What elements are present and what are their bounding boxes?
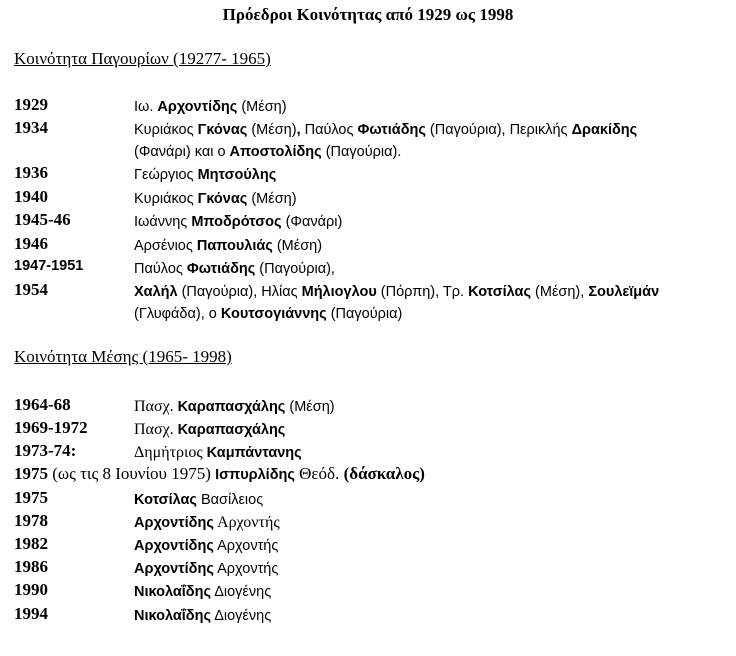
plain-text: (Παγούρια), bbox=[255, 261, 335, 277]
year-label: 1986 bbox=[14, 557, 48, 576]
name-text: Ισπυρλίδης bbox=[215, 467, 295, 483]
year-label: 1973-74: bbox=[14, 441, 77, 460]
page-title: Πρόεδροι Κοινότητας από 1929 ως 1998 bbox=[222, 5, 514, 24]
year-label: 1936 bbox=[14, 163, 48, 182]
name-text: Φωτιάδης bbox=[186, 261, 256, 277]
name-text: Νικολαΐδης bbox=[134, 608, 211, 624]
name-text: (δάσκαλος) bbox=[343, 464, 425, 483]
name-text: , bbox=[296, 122, 301, 138]
entry-text bbox=[134, 489, 263, 511]
name-text: Μποδρότσος bbox=[191, 214, 282, 230]
entry-text bbox=[134, 512, 280, 534]
name-text: Αρχοντίδης bbox=[134, 515, 214, 531]
section-heading-mesi: Κοινότητα Μέσης (1965- 1998) bbox=[14, 347, 232, 366]
name-text: Μήλιογλου bbox=[301, 284, 377, 300]
plain-text: (Παγούρια). bbox=[321, 144, 402, 160]
name-text: Κουτσογιάννης bbox=[220, 306, 327, 322]
plain-text: Κυριάκος bbox=[134, 122, 198, 138]
plain-text: Διογένης bbox=[210, 584, 272, 600]
name-text: Νικολαΐδης bbox=[134, 584, 211, 600]
entry-text bbox=[134, 188, 297, 210]
plain-text: Αρχοντής bbox=[213, 561, 279, 577]
name-text: Σουλεϊμάν bbox=[588, 284, 660, 300]
plain-text: Γεώργιος bbox=[134, 167, 198, 183]
entry-text bbox=[14, 464, 425, 484]
plain-text: Κυριάκος bbox=[134, 191, 198, 207]
entry-text bbox=[134, 281, 659, 303]
plain-text: Πασχ. bbox=[134, 421, 178, 438]
entry-text bbox=[134, 258, 335, 280]
entry-text bbox=[134, 211, 342, 233]
entry-text bbox=[134, 442, 302, 464]
name-text: Φωτιάδης bbox=[357, 122, 426, 138]
name-text: Καμπάντανης bbox=[206, 445, 302, 461]
name-text: Καραπασχάλης bbox=[177, 399, 286, 415]
plain-text: (Μέση) bbox=[247, 122, 297, 138]
plain-text: (Μέση) bbox=[272, 238, 323, 254]
plain-text: Βασίλειος bbox=[196, 492, 264, 508]
year-label: 1978 bbox=[14, 511, 48, 530]
plain-text: Ιωάννης bbox=[134, 214, 192, 230]
year-label: 1975 bbox=[14, 488, 48, 507]
plain-text: (Γλυφάδα), ο bbox=[134, 306, 221, 322]
name-text: Γκόνας bbox=[197, 122, 248, 138]
entry-text bbox=[134, 119, 637, 141]
plain-text: (Πόρπη), Τρ. bbox=[376, 284, 469, 300]
plain-text: (Παγούρια) bbox=[326, 306, 403, 322]
year-label: 1940 bbox=[14, 187, 48, 206]
plain-text: (Μέση), bbox=[531, 284, 589, 300]
year-label: 1990 bbox=[14, 580, 48, 599]
entry-text bbox=[134, 605, 271, 627]
plain-text: (Παγούρια), Ηλίας bbox=[177, 284, 302, 300]
year-label: 1969-1972 bbox=[14, 418, 88, 437]
name-text: Αποστολίδης bbox=[229, 144, 322, 160]
entry-text bbox=[134, 96, 287, 118]
plain-text: Δημήτριος bbox=[134, 444, 207, 461]
entry-text bbox=[134, 558, 278, 580]
year-label: 1975 bbox=[14, 464, 48, 483]
entry-text bbox=[134, 303, 402, 325]
entry-text bbox=[134, 535, 278, 557]
name-text: Μητσούλης bbox=[197, 167, 277, 183]
plain-text: (Μέση) bbox=[237, 99, 287, 115]
plain-text: Παύλος bbox=[300, 122, 358, 138]
year-label: 1964-68 bbox=[14, 395, 71, 414]
entry-text bbox=[134, 164, 276, 186]
name-text: Χαλήλ bbox=[134, 284, 178, 300]
year-label: 1954 bbox=[14, 280, 48, 299]
year-label: 1982 bbox=[14, 534, 48, 553]
entry-text bbox=[134, 396, 335, 418]
plain-text: (Φανάρι) bbox=[281, 214, 343, 230]
name-text: Αρχοντίδης bbox=[157, 99, 238, 115]
name-text: Γκόνας bbox=[197, 191, 248, 207]
year-label: 1946 bbox=[14, 234, 48, 253]
year-label: 1947-1951 bbox=[14, 258, 84, 274]
plain-text: Αρσένιος bbox=[134, 238, 197, 254]
name-text: Παπουλιάς bbox=[196, 238, 273, 254]
year-label: 1934 bbox=[14, 118, 48, 137]
plain-text: Αρχοντής bbox=[213, 538, 279, 554]
entry-text bbox=[134, 419, 285, 441]
date-note: (ως τις 8 Ιουνίου 1975) bbox=[48, 464, 216, 483]
name-text: Αρχοντίδης bbox=[134, 561, 214, 577]
entry-text bbox=[134, 235, 322, 257]
plain-text: Ιω. bbox=[134, 99, 158, 115]
plain-text: (Παγούρια), Περικλής bbox=[425, 122, 572, 138]
year-label: 1994 bbox=[14, 604, 48, 623]
entry-text bbox=[134, 141, 401, 163]
entry-text bbox=[134, 581, 271, 603]
plain-text: (Μέση) bbox=[247, 191, 297, 207]
plain-text: Διογένης bbox=[210, 608, 272, 624]
plain-text: Αρχοντής bbox=[213, 514, 280, 531]
name-text: Αρχοντίδης bbox=[134, 538, 214, 554]
plain-text: Παύλος bbox=[134, 261, 187, 277]
plain-text: Πασχ. bbox=[134, 398, 178, 415]
year-label: 1929 bbox=[14, 95, 48, 114]
year-label: 1945-46 bbox=[14, 210, 71, 229]
plain-text: (Μέση) bbox=[285, 399, 335, 415]
plain-text: Θεόδ. bbox=[294, 464, 344, 483]
section-heading-pagouria: Κοινότητα Παγουρίων (19277- 1965) bbox=[14, 49, 271, 68]
plain-text: (Φανάρι) και ο bbox=[134, 144, 230, 160]
name-text: Κοτσίλας bbox=[134, 492, 197, 508]
name-text: Κοτσίλας bbox=[468, 284, 532, 300]
name-text: Δρακίδης bbox=[571, 122, 638, 138]
name-text: Καραπασχάλης bbox=[177, 422, 286, 438]
